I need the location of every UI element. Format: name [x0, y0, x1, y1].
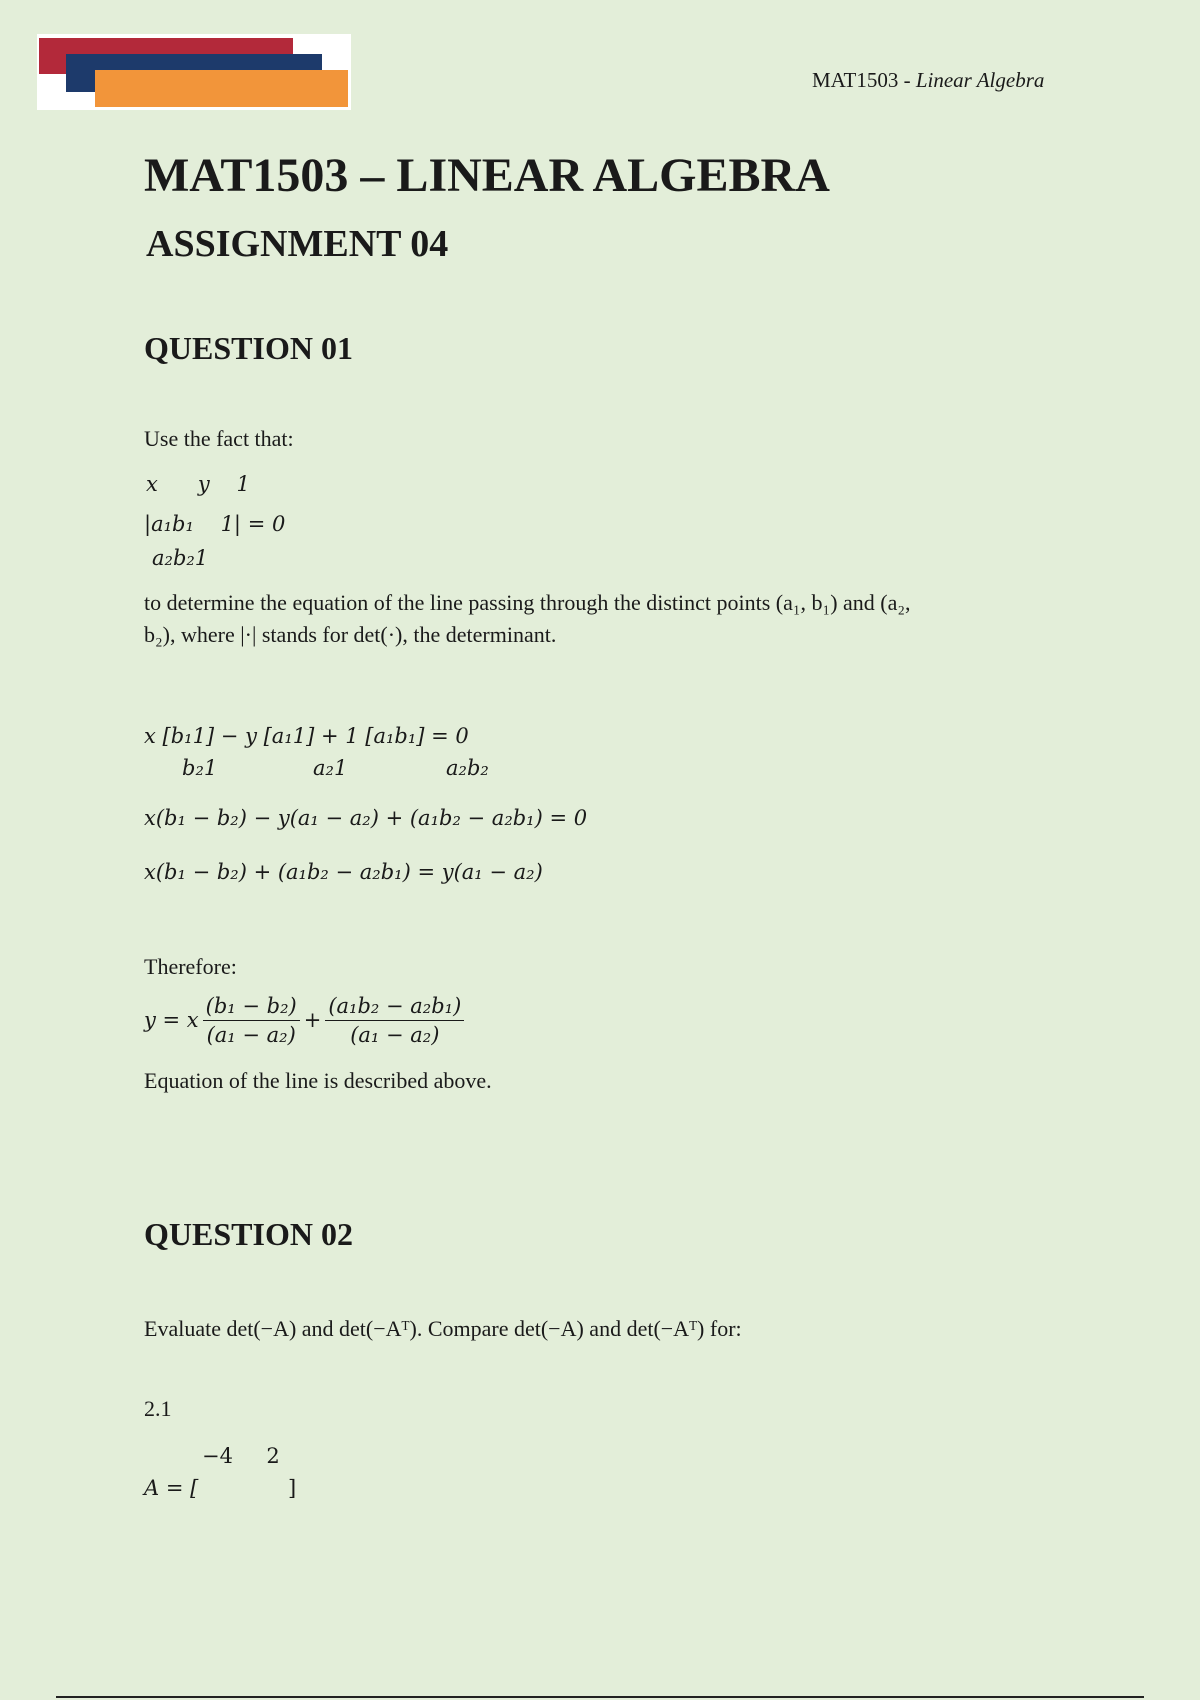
document-subtitle: ASSIGNMENT 04: [146, 223, 449, 265]
q2-matrix-lhs: A = [: [144, 1476, 199, 1500]
fraction-slope-numerator: (b₁ − b₂): [203, 994, 300, 1021]
q1-expansion: x [b₁1] − y [a₁1] + 1 [a₁b₁] = 0: [144, 724, 469, 748]
question-01-heading: QUESTION 01: [144, 330, 353, 366]
question-02-heading: QUESTION 02: [144, 1216, 353, 1252]
q1-expansion-sub-1: b₂1: [182, 756, 218, 780]
q2-part-label: 2.1: [144, 1396, 172, 1421]
q1-det-row-2: |a₁b₁ 1| = 0: [144, 512, 286, 536]
fraction-intercept-numerator: (a₁b₂ − a₂b₁): [325, 994, 464, 1021]
fraction-slope-denominator: (a₁ − a₂): [206, 1022, 296, 1047]
logo-orange-bar: [95, 70, 348, 107]
document-title: MAT1503 – LINEAR ALGEBRA: [144, 149, 830, 202]
q1-therefore: Therefore:: [144, 954, 237, 979]
fraction-intercept: [325, 994, 464, 1047]
fraction-slope: [203, 994, 300, 1047]
q1-text-line-1: to determine the equation of the line passing through the distinct points (a₁, b₁) and (a₂,: [144, 590, 911, 615]
fraction-intercept-denominator: (a₁ − a₂): [350, 1022, 440, 1047]
course-code: MAT1503 -: [812, 68, 916, 92]
q1-equation-2: x(b₁ − b₂) − y(a₁ − a₂) + (a₁b₂ − a₂b₁) = 0: [144, 806, 588, 830]
q2-prompt: Evaluate det(−A) and det(−Aᵀ). Compare det(−A) and det(−Aᵀ) for:: [144, 1316, 742, 1341]
q1-det-row-1: x y 1: [146, 472, 250, 496]
final-lhs: y = x: [144, 1008, 199, 1032]
footer-rule: [56, 1696, 1144, 1698]
q1-text-line-2: b₂), where |·| stands for det(·), the determinant.: [144, 622, 557, 647]
q1-expansion-sub-3: a₂b₂: [446, 756, 489, 780]
plus-sign: +: [303, 1008, 322, 1032]
q1-expansion-sub-2: a₂1: [313, 756, 348, 780]
q1-intro: Use the fact that:: [144, 426, 294, 451]
running-header: [812, 68, 1044, 93]
q2-matrix-row-1: −4 2: [202, 1444, 280, 1468]
q1-equation-3: x(b₁ − b₂) + (a₁b₂ − a₂b₁) = y(a₁ − a₂): [144, 860, 543, 884]
q1-det-row-3: a₂b₂1: [152, 546, 209, 570]
q1-conclusion: Equation of the line is described above.: [144, 1068, 492, 1093]
q2-matrix-close-bracket: ]: [288, 1476, 297, 1500]
q1-final-equation: [144, 990, 468, 1050]
course-name: Linear Algebra: [915, 68, 1045, 92]
